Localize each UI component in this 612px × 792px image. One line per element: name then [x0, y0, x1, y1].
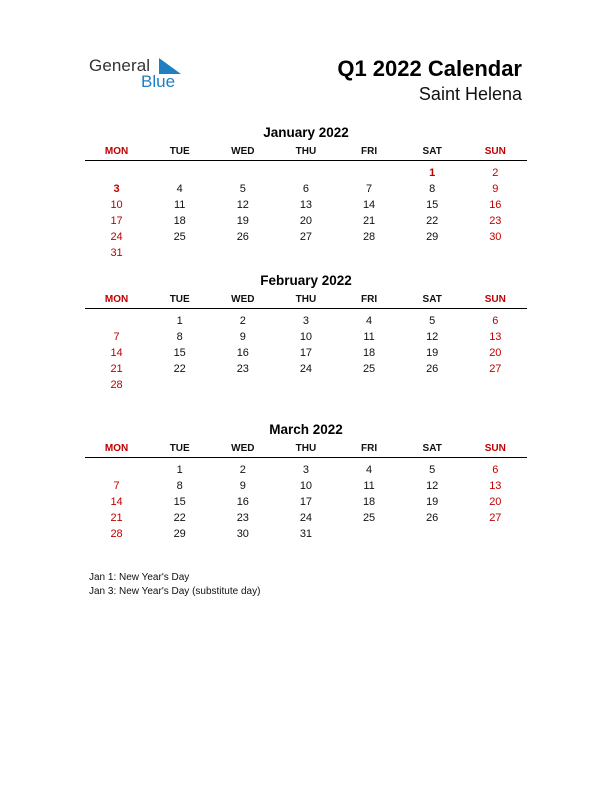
day-cell: 14	[110, 496, 123, 508]
week-row	[85, 197, 527, 213]
week-row	[85, 494, 527, 510]
day-cell: 6	[492, 464, 499, 476]
weekday-header: WED	[231, 294, 255, 305]
day-cell: 16	[236, 496, 249, 508]
day-cell: 15	[426, 199, 439, 211]
day-cell: 4	[366, 315, 373, 327]
day-cell: 15	[173, 347, 186, 359]
holiday-note: Jan 1: New Year's Day	[89, 572, 190, 583]
day-cell: 3	[113, 183, 120, 195]
day-cell: 1	[429, 167, 436, 179]
day-cell: 11	[173, 199, 186, 211]
day-cell: 25	[362, 363, 376, 375]
month-calendar-march	[85, 422, 527, 542]
weekday-header: WED	[231, 443, 255, 454]
day-cell: 23	[236, 363, 249, 375]
day-cell: 13	[299, 199, 313, 211]
day-cell	[338, 165, 401, 181]
day-cell: 15	[173, 496, 186, 508]
weekday-header-row	[85, 292, 527, 309]
day-cell: 9	[492, 183, 499, 195]
day-cell: 19	[236, 215, 249, 227]
day-cell	[85, 165, 148, 181]
day-cell: 17	[299, 496, 313, 508]
day-cell: 22	[426, 215, 439, 227]
day-cell: 26	[426, 512, 439, 524]
day-cell: 2	[239, 315, 246, 327]
weekday-header: THU	[295, 443, 317, 454]
weekday-header: THU	[295, 294, 317, 305]
day-cell: 16	[236, 347, 249, 359]
day-cell: 18	[362, 347, 376, 359]
holiday-notes	[89, 571, 260, 599]
weekday-header: SAT	[422, 443, 442, 454]
day-cell: 20	[299, 215, 313, 227]
day-cell	[274, 245, 337, 261]
month-calendar-february	[85, 273, 527, 393]
weekday-header: TUE	[169, 146, 190, 157]
logo-text-general: General	[89, 56, 151, 75]
day-cell	[148, 165, 211, 181]
day-cell: 12	[426, 331, 439, 343]
day-cell: 20	[489, 347, 502, 359]
weekday-header: THU	[295, 146, 317, 157]
day-cell: 17	[110, 215, 123, 227]
day-cell: 2	[239, 464, 246, 476]
week-row	[85, 181, 527, 197]
day-cell	[401, 377, 464, 393]
week-row	[85, 165, 527, 181]
day-cell: 4	[366, 464, 373, 476]
day-cell: 6	[492, 315, 499, 327]
day-cell: 21	[110, 363, 123, 375]
day-cell: 11	[363, 331, 375, 343]
day-cell: 9	[239, 331, 246, 343]
month-calendar-january	[85, 125, 527, 261]
weekday-header-row	[85, 441, 527, 458]
day-cell	[211, 245, 274, 261]
day-cell: 10	[299, 480, 313, 492]
day-cell	[211, 165, 274, 181]
week-row	[85, 462, 527, 478]
day-cell	[85, 462, 148, 478]
day-cell: 27	[489, 512, 502, 524]
weekday-header: SAT	[422, 146, 442, 157]
day-cell: 7	[113, 331, 120, 343]
day-cell: 28	[110, 528, 123, 540]
day-cell	[85, 313, 148, 329]
weekday-header: MON	[104, 146, 129, 157]
day-cell: 21	[362, 215, 376, 227]
day-cell	[464, 245, 527, 261]
weekday-header: MON	[104, 294, 129, 305]
day-cell: 1	[176, 315, 183, 327]
day-cell: 10	[110, 199, 123, 211]
week-row	[85, 377, 527, 393]
day-cell: 26	[426, 363, 439, 375]
weekday-header: FRI	[361, 146, 378, 157]
day-cell: 26	[236, 231, 249, 243]
month-name: February 2022	[260, 273, 352, 288]
day-cell: 21	[110, 512, 123, 524]
day-cell: 13	[489, 480, 502, 492]
day-cell: 27	[299, 231, 313, 243]
day-cell: 29	[173, 528, 186, 540]
day-cell: 1	[176, 464, 183, 476]
day-cell: 14	[110, 347, 123, 359]
day-cell: 8	[429, 183, 436, 195]
day-cell: 31	[299, 528, 313, 540]
week-row	[85, 213, 527, 229]
day-cell: 30	[489, 231, 502, 243]
day-cell: 27	[489, 363, 502, 375]
week-row	[85, 345, 527, 361]
day-cell: 25	[362, 512, 376, 524]
day-cell: 12	[426, 480, 439, 492]
day-cell: 24	[299, 512, 313, 524]
page-title: Q1 2022 Calendar	[337, 56, 522, 81]
weekday-header: SUN	[484, 443, 506, 454]
day-cell: 2	[492, 167, 499, 179]
weekday-header: WED	[231, 146, 255, 157]
week-row	[85, 229, 527, 245]
day-cell: 24	[299, 363, 313, 375]
day-cell: 12	[236, 199, 249, 211]
day-cell: 6	[302, 183, 309, 195]
day-cell: 23	[489, 215, 502, 227]
day-cell: 19	[426, 496, 439, 508]
week-row	[85, 329, 527, 345]
page-subtitle: Saint Helena	[418, 84, 522, 104]
day-cell: 25	[173, 231, 186, 243]
week-row	[85, 361, 527, 377]
day-cell: 30	[236, 528, 249, 540]
day-cell: 29	[426, 231, 439, 243]
day-cell	[338, 526, 401, 542]
day-cell: 31	[110, 247, 123, 259]
day-cell: 16	[489, 199, 502, 211]
weekday-header: FRI	[361, 294, 378, 305]
logo-text-blue: Blue	[141, 72, 176, 91]
day-cell: 20	[489, 496, 502, 508]
day-cell	[274, 377, 337, 393]
day-cell: 4	[176, 183, 183, 195]
day-cell: 22	[173, 512, 186, 524]
weekday-header: TUE	[169, 294, 190, 305]
day-cell: 23	[236, 512, 249, 524]
weekday-header: TUE	[169, 443, 190, 454]
day-cell: 19	[426, 347, 439, 359]
day-cell: 14	[362, 199, 376, 211]
week-row	[85, 526, 527, 542]
day-cell: 28	[362, 231, 376, 243]
weekday-header: SAT	[422, 294, 442, 305]
day-cell: 17	[299, 347, 313, 359]
weekday-header: MON	[104, 443, 129, 454]
day-cell: 9	[239, 480, 246, 492]
week-row	[85, 478, 527, 494]
day-cell	[274, 165, 337, 181]
weekday-header: SUN	[484, 146, 506, 157]
day-cell	[211, 377, 274, 393]
day-cell: 18	[362, 496, 376, 508]
weekday-header: SUN	[484, 294, 506, 305]
day-cell	[401, 245, 464, 261]
day-cell: 7	[113, 480, 120, 492]
day-cell: 5	[429, 464, 436, 476]
day-cell: 28	[110, 379, 123, 391]
month-name: January 2022	[263, 125, 349, 140]
day-cell: 10	[299, 331, 313, 343]
day-cell: 3	[302, 464, 309, 476]
day-cell: 3	[302, 315, 309, 327]
day-cell	[464, 377, 527, 393]
week-row	[85, 510, 527, 526]
day-cell: 24	[110, 231, 123, 243]
month-name: March 2022	[269, 422, 343, 437]
day-cell	[464, 526, 527, 542]
day-cell: 8	[176, 331, 183, 343]
logo	[89, 56, 199, 96]
day-cell: 5	[429, 315, 436, 327]
day-cell: 22	[173, 363, 186, 375]
week-row	[85, 313, 527, 329]
day-cell: 11	[363, 480, 375, 492]
week-row	[85, 245, 527, 261]
weekday-header-row	[85, 144, 527, 161]
day-cell: 13	[489, 331, 502, 343]
holiday-note: Jan 3: New Year's Day (substitute day)	[89, 586, 261, 597]
day-cell: 18	[173, 215, 186, 227]
day-cell	[338, 377, 401, 393]
day-cell: 7	[366, 183, 373, 195]
day-cell	[338, 245, 401, 261]
day-cell: 8	[176, 480, 183, 492]
day-cell	[401, 526, 464, 542]
day-cell	[148, 377, 211, 393]
day-cell: 5	[239, 183, 246, 195]
day-cell	[148, 245, 211, 261]
weekday-header: FRI	[361, 443, 378, 454]
